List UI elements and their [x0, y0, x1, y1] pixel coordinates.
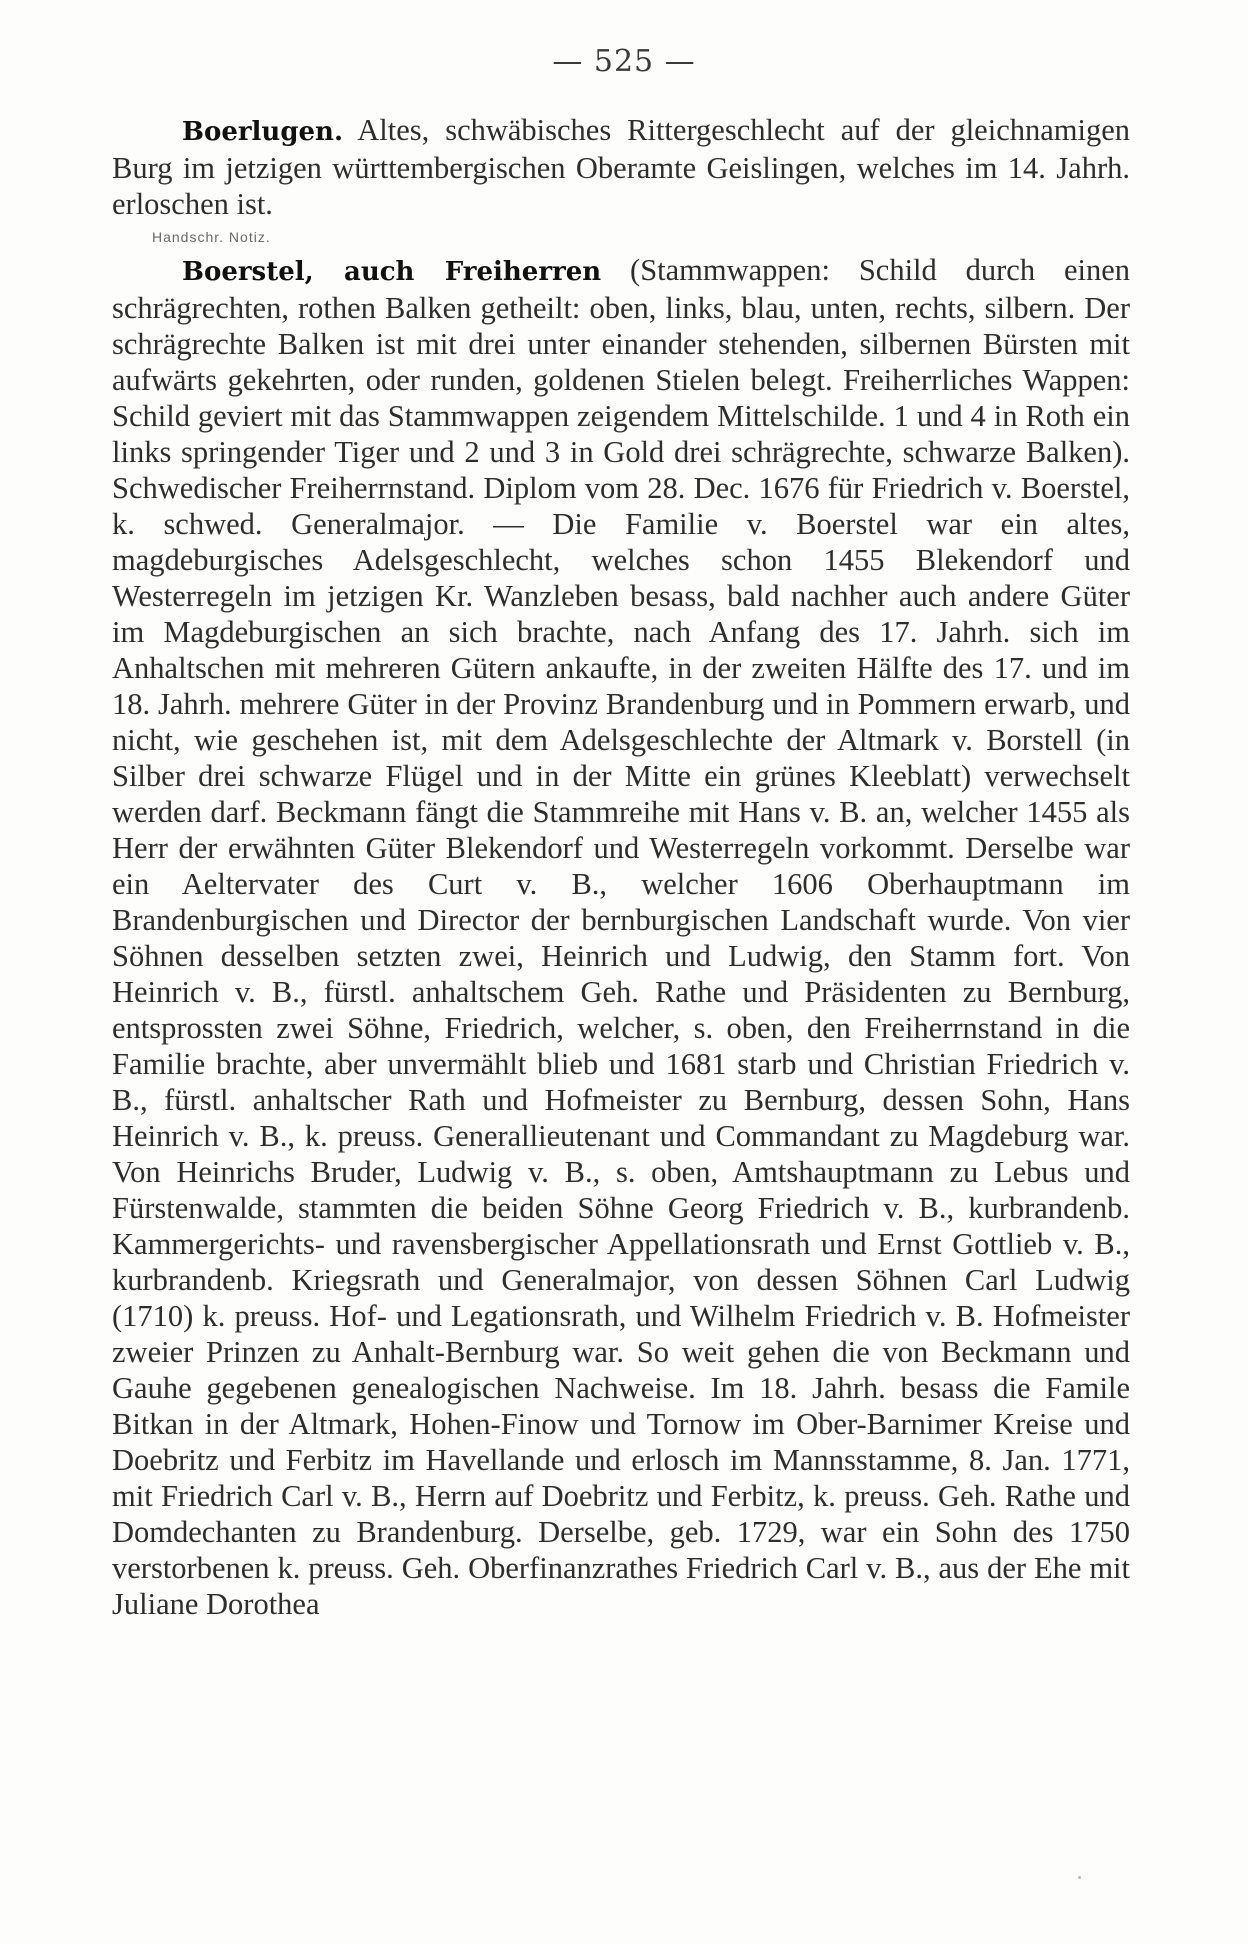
- entry-heading: Boerlugen.: [182, 117, 344, 147]
- entry-heading: Boerstel, auch Freiherren: [182, 257, 602, 287]
- entry-paragraph: [112, 112, 1130, 222]
- entry-text: (Stammwappen: Schild durch einen schrägrechten, rothen Balken getheilt: oben, links, blau, unten, rechts, silbern. Der schrägrechte Balken ist mit drei unter einander stehenden, silbernen Bürsten mit aufwärts gekehrten, oder runden, goldenen Stielen belegt. Freiherrliches Wappen: Schild geviert mit das Stammwappen zeigendem Mittelschilde. 1 und 4 in Roth ein links springender Tiger und 2 und 3 in Gold drei schrägrechte, schwarze Balken). Schwedischer Freiherrnstand. Diplom vom 28. Dec. 1676 für Friedrich v. Boerstel, k. schwed. Generalmajor. — Die Familie v. Boerstel war ein altes, magdeburgisches Adelsgeschlecht, welches schon 1455 Blekendorf und Westerregeln im jetzigen Kr. Wanzleben besass, bald nachher auch andere Güter im Magdeburgischen an sich brachte, nach Anfang des 17. Jahrh. sich im Anhaltschen mit mehreren Gütern ankaufte, in der zweiten Hälfte des 17. und im 18. Jahrh. mehrere Güter in der Provinz Brandenburg und in Pommern erwarb, und nicht, wie geschehen ist, mit dem Adelsgeschlechte der Altmark v. Borstell (in Silber drei schwarze Flügel und in der Mitte ein grünes Kleeblatt) verwechselt werden darf. Beckmann fängt die Stammreihe mit Hans v. B. an, welcher 1455 als Herr der erwähnten Güter Blekendorf und Westerregeln vorkommt. Derselbe war ein Aeltervater des Curt v. B., welcher 1606 Oberhauptmann im Brandenburgischen und Director der bernburgischen Landschaft wurde. Von vier Söhnen desselben setzten zwei, Heinrich und Ludwig, den Stamm fort. Von Heinrich v. B., fürstl. anhaltschem Geh. Rathe und Präsidenten zu Bernburg, entsprossten zwei Söhne, Friedrich, welcher, s. oben, den Freiherrnstand in die Familie brachte, aber unvermählt blieb und 1681 starb und Christian Friedrich v. B., fürstl. anhaltscher Rath und Hofmeister zu Bernburg, dessen Sohn, Hans Heinrich v. B., k. preuss. Generallieutenant und Commandant zu Magdeburg war. Von Heinrichs Bruder, Ludwig v. B., s. oben, Amtshauptmann zu Lebus und Fürstenwalde, stammten die beiden Söhne Georg Friedrich v. B., kurbrandenb. Kammergerichts- und ravensbergischer Appellationsrath und Ernst Gottlieb v. B., kurbrandenb. Kriegsrath und Generalmajor, von dessen Söhnen Carl Ludwig (1710) k. preuss. Hof- und Legationsrath, und Wilhelm Friedrich v. B. Hofmeister zweier Prinzen zu Anhalt-Bernburg war. So weit gehen die von Beckmann und Gauhe gegebenen genealogischen Nachweise. Im 18. Jahrh. besass die Famile Bitkan in der Altmark, Hohen-Finow und Tornow im Ober-Barnimer Kreise und Doebritz und Ferbitz im Havellande und erlosch im Mannsstamme, 8. Jan. 1771, mit Friedrich Carl v. B., Herrn auf Doebritz und Ferbitz, k. preuss. Geh. Rathe und Domdechanten zu Brandenburg. Derselbe, geb. 1729, war ein Sohn des 1750 verstorbenen k. preuss. Geh. Oberfinanzrathes Friedrich Carl v. B., aus der Ehe mit Juliane Dorothea: [112, 253, 1131, 1621]
- page-number: — 525 —: [552, 44, 696, 79]
- print-speck: [1078, 1876, 1081, 1879]
- entry-boerstel: [112, 252, 1130, 1622]
- entry-text: Altes, schwäbisches Rittergeschlecht auf der gleichnamigen Burg im jetzigen württembergischen Oberamte Geislingen, welches im 14. Jahrh. erloschen ist.: [112, 113, 1130, 221]
- entry-paragraph: [112, 252, 1130, 1622]
- entry-boerlugen: [112, 112, 1130, 246]
- text-column: [112, 112, 1130, 1622]
- entry-source: Handschr. Notiz.: [152, 229, 271, 245]
